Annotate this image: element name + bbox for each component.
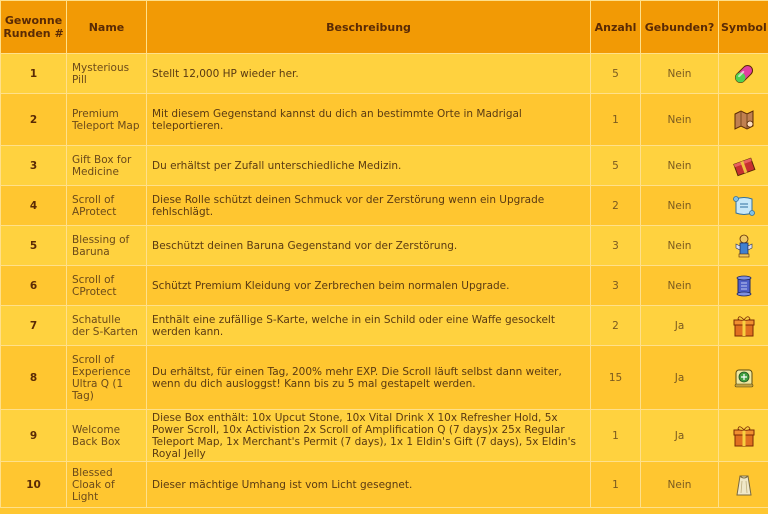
medicine-box-icon — [730, 152, 758, 180]
table-row — [1, 462, 768, 508]
row-number: 10 — [1, 462, 67, 508]
header-amount: Anzahl — [591, 1, 641, 54]
experience-scroll-icon — [730, 364, 758, 392]
blessing-icon — [730, 232, 758, 260]
item-name: Scroll of AProtect — [67, 186, 147, 226]
item-description: Enthält eine zufällige S-Karte, welche in ein Schild oder eine Waffe gesockelt werden kann. — [147, 306, 591, 346]
header-row — [1, 1, 768, 54]
table-row — [1, 410, 768, 462]
table-row — [1, 346, 768, 410]
scroll-cprotect-icon — [730, 272, 758, 300]
row-number: 7 — [1, 306, 67, 346]
item-symbol — [719, 54, 768, 94]
item-symbol — [719, 186, 768, 226]
item-description: Du erhältst, für einen Tag, 200% mehr EXP. Die Scroll läuft selbst dann weiter, wenn du dich ausloggst! Kann bis zu 5 mal gestapelt werden. — [147, 346, 591, 410]
item-symbol — [719, 306, 768, 346]
table-row — [1, 226, 768, 266]
table-row — [1, 94, 768, 146]
item-description: Stellt 12,000 HP wieder her. — [147, 54, 591, 94]
item-bound: Nein — [641, 266, 719, 306]
item-name: Welcome Back Box — [67, 410, 147, 462]
item-description: Diese Box enthält: 10x Upcut Stone, 10x Vital Drink X 10x Refresher Hold, 5x Power Scroll, 10x Activistion 2x Scroll of Amplification Q (7 days)x 25x Regular Teleport Map, 1x Merchant's Permit (7 days), 1x 1 Eldin's Gift (7 days), 5x Eldin's Royal Jelly — [147, 410, 591, 462]
item-amount: 2 — [591, 306, 641, 346]
row-number: 3 — [1, 146, 67, 186]
header-symbol: Symbol — [719, 1, 768, 54]
item-symbol — [719, 462, 768, 508]
table-row — [1, 146, 768, 186]
item-name: Scroll of Experience Ultra Q (1 Tag) — [67, 346, 147, 410]
item-amount: 3 — [591, 266, 641, 306]
row-number: 5 — [1, 226, 67, 266]
table-row — [1, 266, 768, 306]
item-bound: Nein — [641, 226, 719, 266]
item-symbol — [719, 410, 768, 462]
gift-box-icon — [730, 422, 758, 450]
item-description: Beschützt deinen Baruna Gegenstand vor der Zerstörung. — [147, 226, 591, 266]
item-amount: 5 — [591, 146, 641, 186]
item-name: Scroll of CProtect — [67, 266, 147, 306]
header-bound: Gebunden? — [641, 1, 719, 54]
item-bound: Nein — [641, 186, 719, 226]
pill-icon — [730, 60, 758, 88]
item-bound: Nein — [641, 146, 719, 186]
item-description: Du erhältst per Zufall unterschiedliche Medizin. — [147, 146, 591, 186]
item-bound: Nein — [641, 54, 719, 94]
item-symbol — [719, 94, 768, 146]
cloak-icon — [730, 471, 758, 499]
row-number: 1 — [1, 54, 67, 94]
header-name: Name — [67, 1, 147, 54]
item-description: Mit diesem Gegenstand kannst du dich an bestimmte Orte in Madrigal teleportieren. — [147, 94, 591, 146]
item-bound: Nein — [641, 94, 719, 146]
item-name: Gift Box for Medicine — [67, 146, 147, 186]
row-number: 6 — [1, 266, 67, 306]
item-name: Blessed Cloak of Light — [67, 462, 147, 508]
table-row — [1, 186, 768, 226]
item-amount: 1 — [591, 94, 641, 146]
item-name: Mysterious Pill — [67, 54, 147, 94]
item-bound: Ja — [641, 306, 719, 346]
item-bound: Nein — [641, 462, 719, 508]
teleport-map-icon — [730, 106, 758, 134]
row-number: 8 — [1, 346, 67, 410]
item-description: Schützt Premium Kleidung vor Zerbrechen beim normalen Upgrade. — [147, 266, 591, 306]
item-symbol — [719, 226, 768, 266]
item-name: Blessing of Baruna — [67, 226, 147, 266]
item-amount: 1 — [591, 410, 641, 462]
item-amount: 15 — [591, 346, 641, 410]
row-number: 4 — [1, 186, 67, 226]
item-bound: Ja — [641, 346, 719, 410]
item-symbol — [719, 146, 768, 186]
item-symbol — [719, 266, 768, 306]
item-amount: 1 — [591, 462, 641, 508]
item-name: Premium Teleport Map — [67, 94, 147, 146]
item-symbol — [719, 346, 768, 410]
item-description: Dieser mächtige Umhang ist vom Licht gesegnet. — [147, 462, 591, 508]
scroll-aprotect-icon — [730, 192, 758, 220]
item-amount: 2 — [591, 186, 641, 226]
item-amount: 3 — [591, 226, 641, 266]
row-number: 2 — [1, 94, 67, 146]
item-amount: 5 — [591, 54, 641, 94]
table-row — [1, 306, 768, 346]
item-bound: Ja — [641, 410, 719, 462]
row-number: 9 — [1, 410, 67, 462]
header-description: Beschreibung — [147, 1, 591, 54]
table-row — [1, 54, 768, 94]
item-description: Diese Rolle schützt deinen Schmuck vor der Zerstörung wenn ein Upgrade fehlschlägt. — [147, 186, 591, 226]
header-rounds: Gewonne Runden # — [1, 1, 67, 54]
item-name: Schatulle der S-Karten — [67, 306, 147, 346]
gift-box-icon — [730, 312, 758, 340]
